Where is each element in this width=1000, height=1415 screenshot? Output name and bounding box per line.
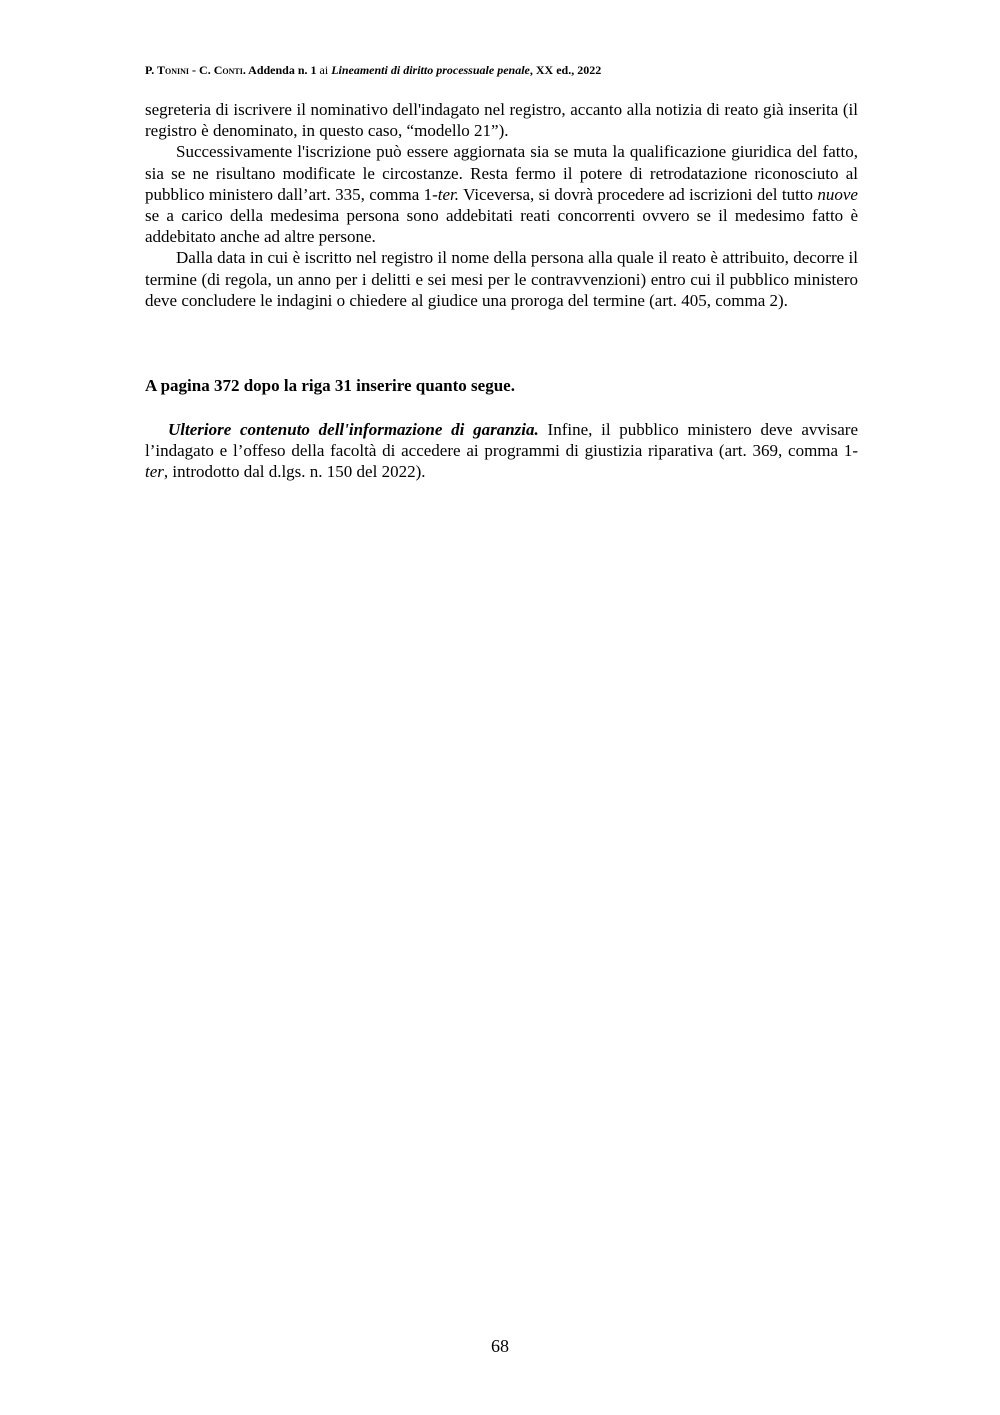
header-author-1: P. Tonini bbox=[145, 63, 190, 77]
header-ai: ai bbox=[319, 63, 332, 77]
paragraph-2-part-a: Successivamente l'iscrizione può essere aggiornata sia se muta la qualificazione giuridica del fatto, sia se ne risultano modificate le circostanze. Resta fermo il potere di retrodatazione riconosciuto al pubblico ministero dall’art. 335, comma 1- bbox=[145, 142, 858, 204]
header-addenda: . Addenda n. 1 bbox=[242, 63, 320, 77]
addendum-lead: Ulteriore contenuto dell'informazione di garanzia. bbox=[168, 420, 539, 439]
addendum-paragraph bbox=[145, 419, 858, 483]
header-book-title: Lineamenti di diritto processuale penale bbox=[331, 63, 530, 77]
header-author-2: C. Conti bbox=[199, 63, 243, 77]
header-separator: - bbox=[189, 63, 200, 77]
page-number: 68 bbox=[491, 1336, 509, 1356]
paragraph-2-part-b: Viceversa, si dovrà procedere ad iscrizioni del tutto bbox=[459, 184, 818, 204]
header-edition: , XX ed., 2022 bbox=[529, 63, 602, 77]
section-heading: A pagina 372 dopo la riga 31 inserire quanto segue. bbox=[145, 376, 515, 395]
paragraph-2-nuove: nuove bbox=[817, 184, 858, 204]
paragraph-3: Dalla data in cui è iscritto nel registro il nome della persona alla quale il reato è attribuito, decorre il termine (di regola, un anno per i delitti e sei mesi per le contravvenzioni) entro cui il pubblico ministero deve concludere le indagini o chiedere al giudice una proroga del termine (art. 405, comma 2). bbox=[145, 248, 858, 310]
running-header bbox=[145, 62, 865, 78]
addendum-ter: ter bbox=[145, 462, 164, 482]
paragraph-2-part-c: se a carico della medesima persona sono addebitati reati concorrenti ovvero se il medesimo fatto è addebitato anche ad altre persone. bbox=[145, 206, 858, 247]
paragraph-2-ter: ter. bbox=[437, 184, 460, 204]
body-text bbox=[145, 99, 858, 311]
addendum-text-b: , introdotto dal d.lgs. n. 150 del 2022). bbox=[163, 462, 426, 482]
addendum-text-a: Infine, il pubblico ministero deve avvisare l’indagato e l’offeso della facoltà di accedere ai programmi di giustizia riparativa (art. 369, comma 1- bbox=[145, 420, 858, 461]
paragraph-2 bbox=[145, 141, 858, 247]
paragraph-1: segreteria di iscrivere il nominativo dell'indagato nel registro, accanto alla notizia di reato già inserita (il registro è denominato, in questo caso, “modello 21”). bbox=[145, 100, 858, 141]
